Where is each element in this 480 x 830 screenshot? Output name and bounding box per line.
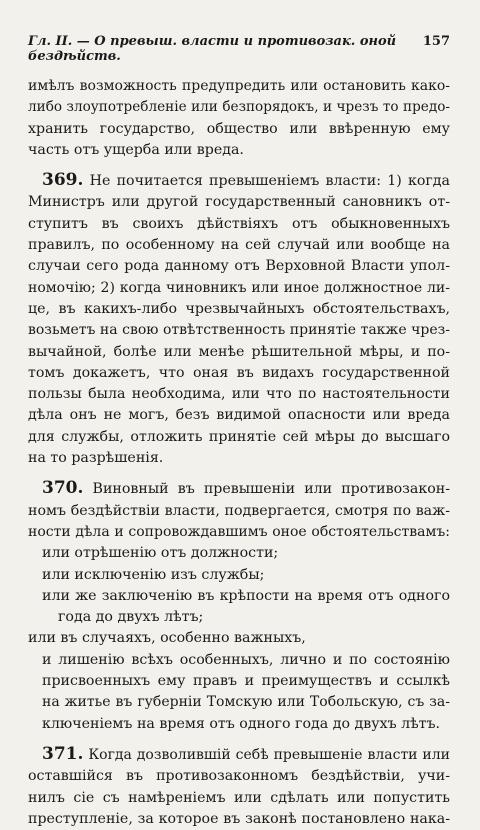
text-fragment: Виновный въ превышеніи или противозакон-: [92, 481, 450, 498]
text-line: на то разрѣшенія.: [28, 450, 164, 467]
paragraph-continuation: [28, 76, 450, 161]
list-item: или исключенію изъ службы;: [42, 566, 265, 583]
text-line: ности дѣла и сопровождавшимъ оное обстоятельствамъ:: [28, 523, 450, 540]
text-line: присвоенныхъ ему правъ и преимуществъ и ссылкѣ: [42, 673, 450, 690]
text-line: вычайной, болѣе или менѣе рѣшительной мѣры, и по-: [28, 343, 450, 360]
text-line: нилъ сіе съ намѣреніемъ или сдѣлать или попустить: [28, 789, 450, 806]
page-number: 157: [422, 34, 450, 49]
article-number: 369.: [42, 170, 84, 191]
text-line: пользы была необходима, или что по настоятельности: [28, 386, 450, 403]
text-line: номъ бездѣйствіи власти, подвергается, смотря по важ-: [28, 502, 450, 519]
list-item: или въ случаяхъ, особенно важныхъ,: [28, 630, 306, 647]
text-line: номочію; 2) когда чиновникъ или иное должностное ли-: [28, 279, 450, 296]
running-head-title: Гл. II. — О превыш. власти и противозак. оной бездѣйств.: [28, 34, 397, 64]
text-line: преступленіе, за которое въ законѣ постановлено нака-: [28, 810, 450, 827]
text-line: [28, 478, 450, 500]
text-line: томъ докажетъ, что оная въ видахъ государственной: [28, 364, 450, 381]
text-line: для службы, отложить принятіе сей мѣры до высшаго: [28, 428, 450, 445]
article-number: 371.: [42, 743, 84, 764]
text-line: Министръ или другой государственный сановникъ от-: [28, 194, 450, 211]
text-fragment: Когда дозволившій себѣ превышеніе власти или: [88, 746, 450, 763]
article-number: 370.: [42, 478, 84, 499]
text-line: либо злоупотребленіе или безпорядокъ, и чрезъ то предо-: [28, 99, 450, 116]
text-line: [28, 170, 450, 192]
article-369: [28, 170, 450, 469]
text-line: имѣлъ возможность предупредить или остановить како-: [28, 78, 450, 94]
text-line: правилъ, по особенному на сей случай или вообще на: [28, 237, 450, 254]
text-line: це, въ какихъ-либо чрезвычайныхъ обстоятельствахъ,: [28, 300, 450, 317]
list-item: или отрѣшенію отъ должности;: [42, 545, 279, 562]
text-line: ключеніемъ на время отъ одного года до двухъ лѣтъ.: [42, 715, 441, 732]
text-line: возьметъ на свою отвѣтственность принятіе также чрез-: [28, 322, 450, 339]
text-line: года до двухъ лѣтъ;: [58, 609, 204, 626]
text-line: ступитъ въ своихъ дѣйствіяхъ отъ обыкновенныхъ: [28, 215, 450, 232]
text-line: дѣла онъ не могъ, безъ видимой опасности или вреда: [28, 407, 450, 424]
text-line: [28, 744, 450, 766]
text-line: оставшійся въ противозаконномъ бездѣйствіи, учи-: [28, 768, 450, 785]
article-370: [28, 478, 450, 735]
text-line: на житье въ губерніи Томскую или Тобольскую, съ за-: [42, 694, 450, 711]
list-item: или же заключенію въ крѣпости на время отъ одного: [42, 587, 450, 604]
text-line: часть отъ ущерба или вреда.: [28, 141, 244, 158]
running-head: [28, 34, 450, 64]
text-line: хранить государство, общество или ввѣренную ему: [28, 120, 450, 137]
text-line: и лишенію всѣхъ особенныхъ, лично и по состоянію: [42, 651, 450, 668]
text-line: случаи сего рода данному отъ Верховной Власти упол-: [28, 258, 450, 275]
text-fragment: Не почитается превышеніемъ власти: 1) когда: [89, 173, 450, 190]
article-371: [28, 744, 450, 830]
